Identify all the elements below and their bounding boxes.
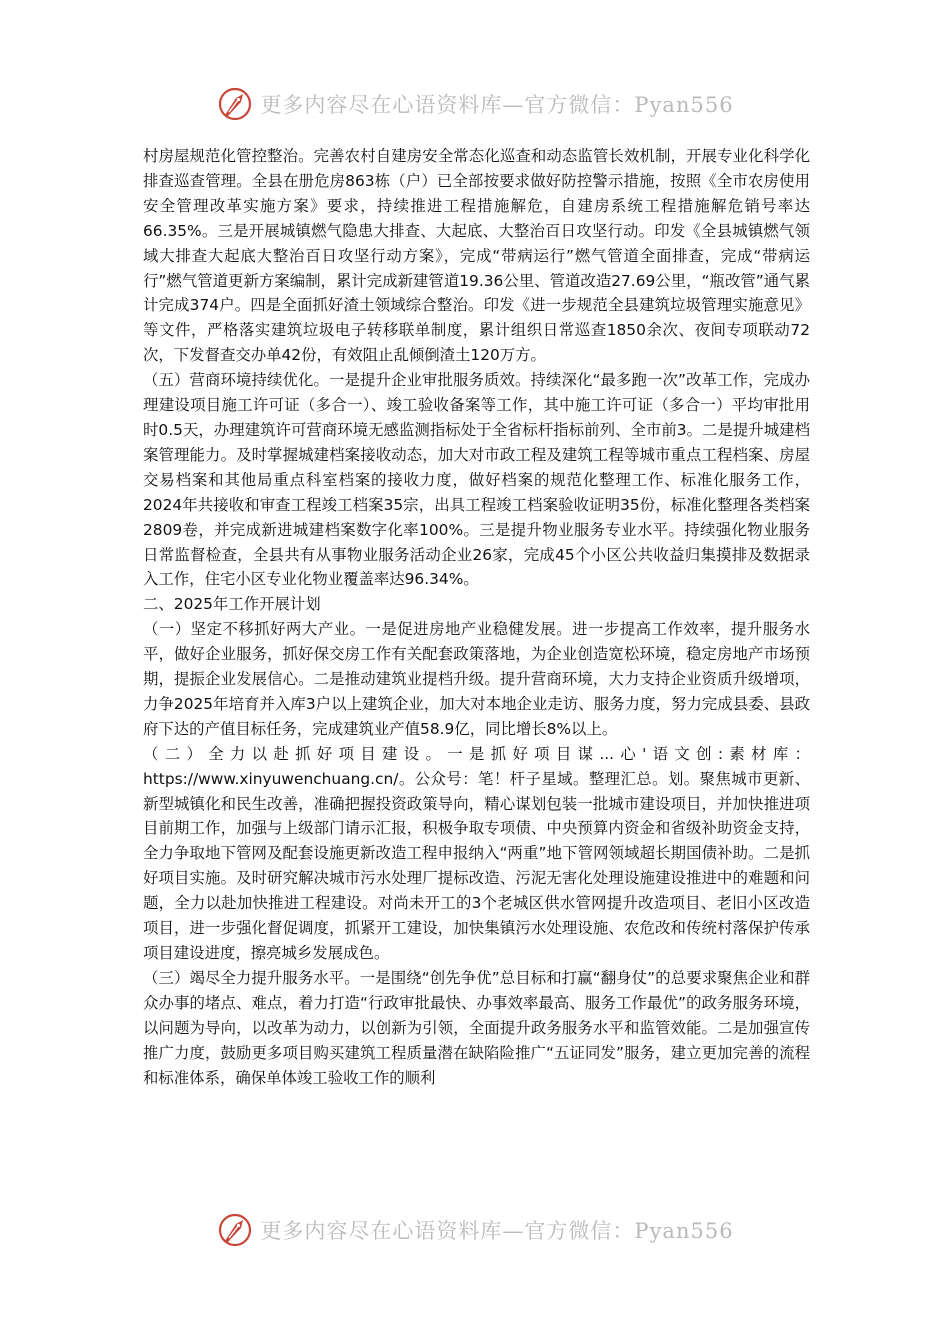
watermark-text: 更多内容尽在心语资料库—官方微信：Pyan556 [260, 93, 734, 117]
footer-watermark-banner [0, 1210, 950, 1250]
paragraph-business-environment: （五）营商环境持续优化。一是提升企业审批服务质效。持续深化“最多跑一次”改革工作，完成办理建设项目施工许可证（多合一）、竣工验收备案等工作，其中施工许可证（多合一）平均审批用时0.5天，办理建筑许可营商环境无感监测指标处于全省标杆指标前列、全市前3。二是提升城建档案管理能力。及时掌握城建档案接收动态，加大对市政工程及建筑工程等城市重点工程档案、房屋交易档案和其他局重点科室档案的接收力度，做好档案的规范化整理工作、标准化服务工作，2024年共接收和审查工程竣工档案35宗，出具工程竣工档案验收证明35份，标准化整理各类档案2809卷，并完成新进城建档案数字化率100%。三是提升物业服务专业水平。持续强化物业服务日常监督检查，全县共有从事物业服务活动企业26家，完成45个小区公共收益归集摸排及数据录入工作，住宅小区专业化物业覆盖率达96.34%。 [143, 371, 810, 589]
watermark-text: 更多内容尽在心语资料库—官方微信：Pyan556 [260, 1219, 734, 1243]
header-watermark-banner [0, 84, 950, 124]
pen-nib-logo-icon [216, 85, 254, 123]
paragraph-service-level: （三）竭尽全力提升服务水平。一是围绕“创先争优”总目标和打赢“翻身仗”的总要求聚焦企业和群众办事的堵点、难点，着力打造“行政审批最快、办事效率最高、服务工作最优”的政务服务环境，以问题为导向，以改革为动力，以创新为引领，全面提升政务服务水平和监管效能。二是加强宣传推广力度，鼓励更多项目购买建筑工程质量潜在缺陷险推广“五证同发”服务，建立更加完善的流程和标准体系，确保单体竣工验收工作的顺利 [143, 968, 810, 1087]
section-heading-2025-plan: 二、2025年工作开展计划 [143, 595, 321, 614]
paragraph-project-construction: （二）全力以赴抓好项目建设。一是抓好项目谋...心'语文创:素材库：https://www.xinyuwenchuang.cn/。公众号：笔！杆子星域。整理汇总。划。聚焦城市更新、新型城镇化和民生改善，准确把握投资政策导向，精心谋划包装一批城市建设项目，并加快推进项目前期工作，加强与上级部门请示汇报，积极争取专项债、中央预算内资金和省级补助资金支持，全力争取地下管网及配套设施更新改造工程申报纳入“两重”地下管网领域超长期国债补助。二是抓好项目实施。及时研究解决城市污水处理厂提标改造、污泥无害化处理设施建设推进中的难题和问题，全力以赴加快推进工程建设。对尚未开工的3个老城区供水管网提升改造项目、老旧小区改造项目，进一步强化督促调度，抓紧开工建设，加快集镇污水处理设施、农危改和传统村落保护传承项目建设进度，擦亮城乡发展成色。 [143, 744, 810, 962]
paragraph-rural-housing: 村房屋规范化管控整治。完善农村自建房安全常态化巡查和动态监管长效机制，开展专业化科学化排查巡查管理。全县在册危房863栋（户）已全部按要求做好防控警示措施，按照《全市农房使用安全管理改革实施方案》要求，持续推进工程措施解危，自建房系统工程措施解危销号率达66.35%。三是开展城镇燃气隐患大排查、大起底、大整治百日攻坚行动。印发《全县城镇燃气领域大排查大起底大整治百日攻坚行动方案》，完成“带病运行”燃气管道全面排查，完成“带病运行”燃气管道更新方案编制，累计完成新建管道19.36公里、管道改造27.69公里，“瓶改管”通气累计完成374户。四是全面抓好渣土领域综合整治。印发《进一步规范全县建筑垃圾管理实施意见》等文件，严格落实建筑垃圾电子转移联单制度，累计组织日常巡查1850余次、夜间专项联动72次，下发督查交办单42份，有效阻止乱倾倒渣土120万方。 [143, 147, 810, 365]
document-body [143, 144, 810, 1090]
paragraph-two-industries: （一）坚定不移抓好两大产业。一是促进房地产业稳健发展。进一步提高工作效率，提升服务水平，做好企业服务，抓好保交房工作有关配套政策落地，为企业创造宽松环境，稳定房地产市场预期，提振企业发展信心。二是推动建筑业提档升级。提升营商环境，大力支持企业资质升级增项，力争2025年培育并入库3户以上建筑企业，加大对本地企业走访、服务力度，努力完成县委、县政府下达的产值目标任务，完成建筑业产值58.9亿，同比增长8%以上。 [143, 620, 810, 738]
pen-nib-logo-icon [216, 1211, 254, 1249]
